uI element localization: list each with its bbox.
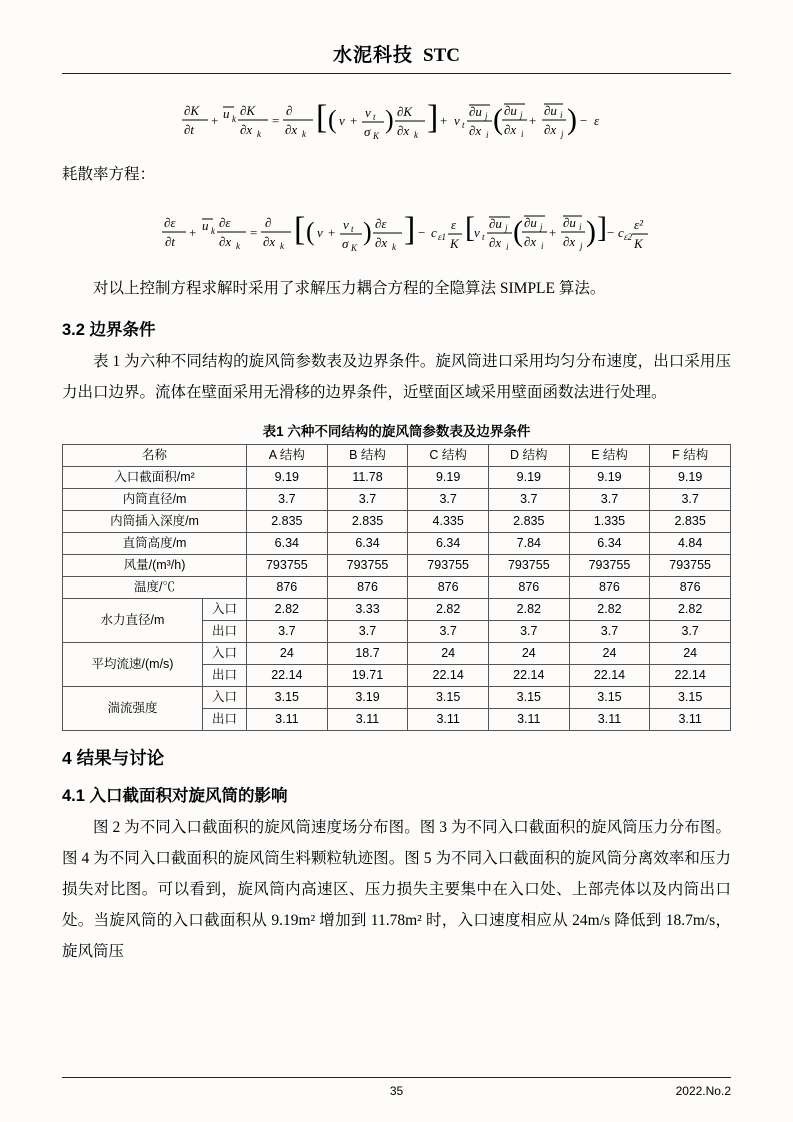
svg-text:i: i (520, 129, 524, 139)
svg-text:+: + (349, 113, 357, 128)
row-label: 平均流速/(m/s) (63, 643, 203, 687)
cell: 22.14 (247, 665, 328, 687)
svg-text:∂x: ∂x (562, 234, 575, 249)
cell: 6.34 (569, 533, 650, 555)
svg-text:(: ( (327, 105, 337, 134)
cell: 6.34 (327, 533, 408, 555)
svg-text:ε: ε (450, 217, 456, 232)
svg-text:−: − (606, 225, 614, 240)
svg-text:∂x: ∂x (503, 122, 516, 137)
cell: 4.84 (650, 533, 731, 555)
cell: 3.7 (247, 489, 328, 511)
cell: 9.19 (247, 467, 328, 489)
svg-text:[: [ (293, 211, 305, 248)
cell: 9.19 (650, 467, 731, 489)
footer-divider (62, 1077, 731, 1078)
cell: 3.15 (247, 687, 328, 709)
cell: 3.15 (569, 687, 650, 709)
svg-text:]: ] (403, 211, 415, 248)
cell: 3.7 (408, 621, 489, 643)
svg-text:k: k (279, 241, 284, 251)
svg-text:∂ε: ∂ε (218, 215, 231, 230)
svg-text:∂x: ∂x (262, 234, 275, 249)
svg-text:∂x: ∂x (218, 234, 231, 249)
svg-text:ν: ν (342, 217, 349, 232)
svg-text:K: K (633, 236, 643, 251)
cell: 3.11 (488, 709, 569, 731)
svg-text:+: + (210, 113, 218, 128)
svg-text:∂x: ∂x (374, 235, 387, 250)
svg-text:ε2: ε2 (623, 232, 632, 242)
cell: 3.7 (488, 621, 569, 643)
cell: 9.19 (569, 467, 650, 489)
page-header (62, 40, 731, 73)
svg-text:∂x: ∂x (239, 122, 252, 137)
svg-text:): ) (362, 217, 372, 246)
col-header-b: B 结构 (327, 445, 408, 467)
cell: 9.19 (408, 467, 489, 489)
svg-text:k: k (256, 129, 261, 139)
svg-text:+: + (439, 113, 447, 128)
cell: 9.19 (488, 467, 569, 489)
svg-text:k: k (210, 226, 215, 236)
cell: 7.84 (488, 533, 569, 555)
row-label: 内筒直径/m (63, 489, 247, 511)
svg-text:∂: ∂ (264, 215, 271, 230)
cell: 3.7 (569, 621, 650, 643)
paragraph-simple-algorithm: 对以上控制方程求解时采用了求解压力耦合方程的全隐算法 SIMPLE 算法。 (93, 280, 606, 297)
svg-text:+: + (528, 113, 536, 128)
svg-text:(: ( (512, 215, 523, 248)
cell: 24 (247, 643, 328, 665)
cell: 3.7 (569, 489, 650, 511)
svg-text:∂u: ∂u (523, 215, 537, 230)
svg-text:j: j (484, 111, 488, 121)
svg-text:∂u: ∂u (468, 104, 482, 119)
row-label: 水力直径/m (63, 599, 203, 643)
svg-text:∂: ∂ (285, 103, 292, 118)
table-caption: 表1 六种不同结构的旋风筒参数表及边界条件 (262, 424, 531, 439)
svg-text:ν: ν (316, 225, 323, 240)
svg-text:u: u (222, 106, 229, 121)
col-header-a: A 结构 (247, 445, 328, 467)
cell: 2.835 (488, 511, 569, 533)
cell: 2.82 (247, 599, 328, 621)
cell: 3.11 (327, 709, 408, 731)
row-sublabel: 出口 (203, 665, 247, 687)
svg-text:(: ( (305, 217, 315, 246)
section-heading-4: 4 结果与讨论 (62, 748, 165, 768)
cell: 6.34 (408, 533, 489, 555)
table-header (63, 445, 731, 467)
section-heading-4-1: 4.1 入口截面积对旋风筒的影响 (62, 787, 288, 805)
svg-text:u: u (201, 218, 208, 233)
svg-text:t: t (481, 232, 485, 242)
svg-text:∂x: ∂x (468, 123, 481, 138)
table-row (63, 555, 731, 577)
svg-text:∂t: ∂t (164, 234, 175, 249)
issue-label: 2022.No.2 (675, 1084, 731, 1098)
cell: 3.11 (650, 709, 731, 731)
svg-text:ε1: ε1 (437, 232, 446, 242)
svg-text:): ) (384, 105, 394, 134)
cell: 3.7 (650, 621, 731, 643)
svg-text:): ) (585, 215, 596, 248)
cell: 2.835 (327, 511, 408, 533)
row-label: 风量/(m³/h) (63, 555, 247, 577)
svg-text:i: i (485, 130, 489, 140)
paragraph-results-discussion: 图 2 为不同入口截面积的旋风筒速度场分布图。图 3 为不同入口截面积的旋风筒压力分布图。图 4 为不同入口截面积的旋风筒生料颗粒轨迹图。图 5 为不同入口截面积的旋风筒分离效率和压力损失对比图。可以看到，旋风筒内高速区、压力损失主要集中在入口处、上部壳体以及内筒出口处。当旋风筒的入口截面积从 9.19m² 增加到 11.78m² 时，入口速度相应从 24m/s 降低到 18.7m/s，旋风筒压 (62, 819, 731, 960)
table-row (63, 511, 731, 533)
cell: 793755 (408, 555, 489, 577)
svg-text:k: k (391, 242, 396, 252)
table-row (63, 467, 731, 489)
cell: 24 (650, 643, 731, 665)
section-heading-3-2: 3.2 边界条件 (62, 321, 156, 339)
svg-text:i: i (559, 110, 563, 120)
row-sublabel: 入口 (203, 599, 247, 621)
svg-text:∂ε: ∂ε (163, 215, 176, 230)
col-header-name: 名称 (63, 445, 247, 467)
col-header-e: E 结构 (569, 445, 650, 467)
svg-text:∂u: ∂u (562, 215, 576, 230)
cell: 793755 (327, 555, 408, 577)
cell: 22.14 (488, 665, 569, 687)
cell: 876 (650, 577, 731, 599)
svg-text:i: i (505, 242, 509, 252)
cell: 793755 (488, 555, 569, 577)
svg-text:∂K: ∂K (239, 103, 255, 118)
cell: 876 (327, 577, 408, 599)
svg-text:+: + (188, 225, 196, 240)
col-header-c: C 结构 (408, 445, 489, 467)
table-row (63, 533, 731, 555)
row-sublabel: 出口 (203, 621, 247, 643)
svg-text:−: − (579, 113, 587, 128)
svg-text:∂K: ∂K (396, 104, 412, 119)
cell: 793755 (247, 555, 328, 577)
svg-text:∂x: ∂x (523, 234, 536, 249)
equation-k (62, 90, 731, 153)
svg-text:j: j (560, 129, 564, 139)
row-label: 温度/℃ (63, 577, 247, 599)
svg-text:t: t (372, 112, 376, 122)
svg-text:j: j (504, 223, 508, 233)
svg-text:ν: ν (364, 105, 371, 120)
cell: 24 (569, 643, 650, 665)
cell: 6.34 (247, 533, 328, 555)
cell: 2.82 (408, 599, 489, 621)
cell: 3.7 (488, 489, 569, 511)
svg-text:K: K (372, 131, 379, 141)
svg-text:ε²: ε² (633, 217, 643, 232)
journal-title-en: STC (423, 45, 460, 66)
cell: 3.7 (247, 621, 328, 643)
cyclone-parameters-table (62, 444, 731, 731)
journal-title-cn: 水泥科技 (333, 45, 414, 66)
svg-text:ε: ε (593, 113, 599, 128)
svg-text:∂ε: ∂ε (374, 216, 387, 231)
svg-text:k: k (301, 129, 306, 139)
svg-text:(: ( (492, 103, 503, 136)
svg-text:K: K (449, 236, 459, 251)
svg-text:c: c (430, 225, 437, 240)
cell: 22.14 (569, 665, 650, 687)
paragraph-boundary-conditions: 表 1 为六种不同结构的旋风筒参数表及边界条件。旋风筒进口采用均匀分布速度，出口采用压力出口边界。流体在壁面采用无滑移的边界条件，近壁面区域采用壁面函数法进行处理。 (62, 353, 731, 401)
svg-text:]: ] (426, 99, 438, 136)
svg-text:j: j (579, 241, 583, 251)
equation-epsilon (62, 200, 731, 267)
row-label: 湍流强度 (63, 687, 203, 731)
cell: 3.15 (488, 687, 569, 709)
page-footer (62, 1077, 731, 1098)
cell: 3.11 (247, 709, 328, 731)
svg-text:∂x: ∂x (396, 123, 409, 138)
cell: 24 (488, 643, 569, 665)
svg-text:t: t (350, 224, 354, 234)
cell: 876 (247, 577, 328, 599)
table-row (63, 643, 731, 665)
cell: 3.11 (408, 709, 489, 731)
cell: 2.835 (247, 511, 328, 533)
cell: 19.71 (327, 665, 408, 687)
table-row (63, 489, 731, 511)
table-row (63, 577, 731, 599)
epsilon-equation-intro: 耗散率方程： (62, 166, 156, 183)
page-number: 35 (389, 1084, 404, 1098)
cell: 3.15 (650, 687, 731, 709)
table-header-row (63, 445, 731, 467)
svg-text:∂K: ∂K (183, 103, 199, 118)
svg-text:c: c (617, 225, 624, 240)
cell: 2.82 (650, 599, 731, 621)
cell: 793755 (650, 555, 731, 577)
svg-text:j: j (519, 110, 523, 120)
svg-text:[: [ (315, 99, 327, 136)
cell: 2.82 (488, 599, 569, 621)
cell: 2.835 (650, 511, 731, 533)
cell: 2.82 (569, 599, 650, 621)
cell: 3.19 (327, 687, 408, 709)
svg-text:∂u: ∂u (488, 216, 502, 231)
svg-text:j: j (539, 222, 543, 232)
svg-text:∂u: ∂u (543, 103, 557, 118)
row-label: 直筒高度/m (63, 533, 247, 555)
svg-text:+: + (327, 225, 335, 240)
header-divider (62, 73, 731, 74)
cell: 3.7 (327, 489, 408, 511)
row-sublabel: 出口 (203, 709, 247, 731)
svg-text:[: [ (464, 211, 475, 244)
svg-text:]: ] (596, 211, 607, 244)
svg-text:∂x: ∂x (284, 122, 297, 137)
table-row (63, 599, 731, 621)
cell: 3.15 (408, 687, 489, 709)
cell: 3.7 (650, 489, 731, 511)
cell: 3.11 (569, 709, 650, 731)
table-body (63, 467, 731, 731)
svg-text:k: k (231, 114, 236, 124)
svg-text:i: i (540, 241, 544, 251)
svg-text:−: − (417, 225, 425, 240)
cell: 22.14 (650, 665, 731, 687)
cell: 1.335 (569, 511, 650, 533)
svg-text:∂t: ∂t (183, 122, 194, 137)
col-header-d: D 结构 (488, 445, 569, 467)
svg-text:ν: ν (473, 225, 480, 240)
svg-text:=: = (249, 225, 257, 240)
svg-text:K: K (350, 243, 357, 253)
svg-text:ν: ν (338, 113, 345, 128)
cell: 876 (408, 577, 489, 599)
table-row (63, 687, 731, 709)
svg-text:k: k (413, 130, 418, 140)
cell: 11.78 (327, 467, 408, 489)
row-label: 内筒插入深度/m (63, 511, 247, 533)
svg-text:∂u: ∂u (503, 103, 517, 118)
cell: 876 (569, 577, 650, 599)
svg-text:k: k (235, 241, 240, 251)
cell: 22.14 (408, 665, 489, 687)
cell: 3.7 (408, 489, 489, 511)
row-sublabel: 入口 (203, 643, 247, 665)
cell: 3.33 (327, 599, 408, 621)
row-sublabel: 入口 (203, 687, 247, 709)
cell: 876 (488, 577, 569, 599)
svg-text:∂x: ∂x (543, 122, 556, 137)
svg-text:σ: σ (363, 124, 370, 139)
svg-text:t: t (461, 120, 465, 130)
svg-text:+: + (548, 225, 556, 240)
svg-text:): ) (566, 103, 577, 136)
svg-text:ν: ν (453, 113, 460, 128)
cell: 793755 (569, 555, 650, 577)
row-label: 入口截面积/m² (63, 467, 247, 489)
cell: 3.7 (327, 621, 408, 643)
col-header-f: F 结构 (650, 445, 731, 467)
svg-text:=: = (271, 113, 279, 128)
svg-text:∂x: ∂x (488, 235, 501, 250)
svg-text:σ: σ (341, 236, 348, 251)
svg-text:i: i (578, 222, 582, 232)
cell: 18.7 (327, 643, 408, 665)
cell: 24 (408, 643, 489, 665)
cell: 4.335 (408, 511, 489, 533)
